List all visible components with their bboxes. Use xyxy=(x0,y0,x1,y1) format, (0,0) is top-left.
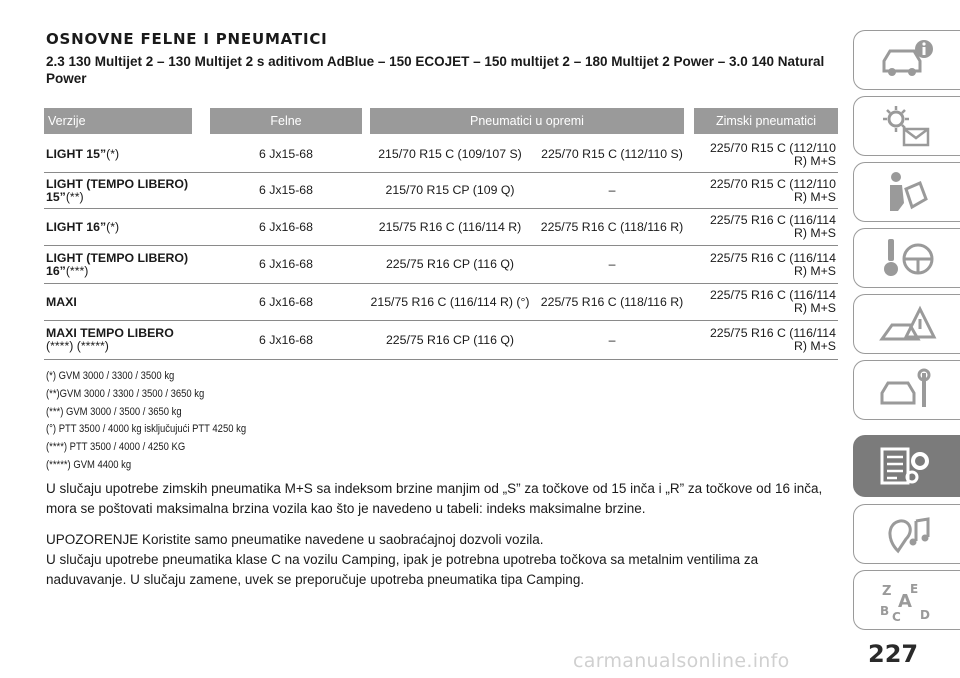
svg-text:A: A xyxy=(898,591,912,612)
winter-tyre-cell: 225/75 R16 C (116/114 R) M+S xyxy=(709,213,836,240)
tyre-cell: 215/75 R16 C (116/114 R) xyxy=(378,219,522,234)
tab-car-info[interactable] xyxy=(853,30,960,90)
dashboard-lights-icon xyxy=(876,103,938,149)
tyre-cell: 225/75 R16 CP (116 Q) xyxy=(385,332,515,347)
col-header-felne: Felne xyxy=(210,108,362,134)
footnote: (****) PTT 3500 / 4000 / 4250 KG xyxy=(46,441,186,454)
winter-tyre-cell: 225/70 R15 C (112/110 R) M+S xyxy=(709,140,836,168)
tyre-cell: 215/75 R16 C (116/114 R) (°) xyxy=(370,294,530,309)
table-row xyxy=(44,284,838,321)
footnote: (°) PTT 3500 / 4000 kg isključujući PTT 4250 kg xyxy=(46,423,247,436)
watermark: carmanualsonline.info xyxy=(573,650,790,672)
tab-maintenance[interactable] xyxy=(853,360,960,420)
tab-dashboard-lights[interactable] xyxy=(853,96,960,156)
rim-cell: 6 Jx16-68 xyxy=(258,219,313,234)
tab-multimedia[interactable] xyxy=(853,504,960,564)
tab-emergency[interactable] xyxy=(853,294,960,354)
multimedia-icon xyxy=(876,511,938,557)
footnote: (*****) GVM 4400 kg xyxy=(46,458,132,471)
tyre-alt-cell: 225/75 R16 C (118/116 R) xyxy=(540,294,684,309)
car-info-icon xyxy=(876,37,938,83)
rim-cell: 6 Jx16-68 xyxy=(258,332,313,347)
svg-text:D: D xyxy=(920,608,930,622)
tyre-alt-cell: – xyxy=(608,183,616,197)
index-abc-icon xyxy=(876,577,938,623)
footnotes xyxy=(46,368,246,475)
seat-airbag-icon xyxy=(876,169,938,215)
winter-tyre-cell: 225/70 R15 C (112/110 R) M+S xyxy=(709,176,836,204)
tyre-alt-cell: – xyxy=(608,257,616,271)
page-number: 227 xyxy=(868,640,919,668)
tyre-cell: 215/70 R15 C (109/107 S) xyxy=(378,147,522,161)
key-steering-icon xyxy=(876,235,938,281)
footnote: (*) GVM 3000 / 3300 / 3500 kg xyxy=(46,370,175,382)
tab-safety[interactable] xyxy=(853,162,960,222)
section-heading: OSNOVNE FELNE I PNEUMATICI xyxy=(46,30,328,48)
winter-tyre-paragraph: U slučaju upotrebe zimskih pneumatika M+S sa indeksom brzine manjim od „S” za točkove od 15 inča i „R” za točkove od 16 inča, mora se poštovati maksimalna brzina vozila kao što je navedeno u tabeli: indeks maksimalne brzine. xyxy=(46,481,823,516)
winter-tyre-cell: 225/75 R16 C (116/114 R) M+S xyxy=(709,250,836,278)
table-row xyxy=(44,246,838,284)
tyre-alt-cell: – xyxy=(608,332,616,347)
version-cell: LIGHT 16”(*) xyxy=(46,219,120,234)
tyre-cell: 225/75 R16 CP (116 Q) xyxy=(385,257,515,271)
rim-cell: 6 Jx15-68 xyxy=(258,183,313,197)
warning-paragraph: UPOZORENJE Koristite samo pneumatike navedene u saobraćajnoj dozvoli vozila. xyxy=(46,532,544,547)
svg-text:E: E xyxy=(910,582,919,596)
engine-subheading: 2.3 130 Multijet 2 – 130 Multijet 2 s aditivom AdBlue – 150 ECOJET – 150 multijet 2 – 180 Multijet 2 Power – 3.0 140 Natural Power xyxy=(46,54,825,86)
svg-text:Z: Z xyxy=(882,584,892,599)
version-cell: MAXI xyxy=(46,294,77,309)
rim-cell: 6 Jx15-68 xyxy=(258,147,313,161)
car-wrench-icon xyxy=(876,367,938,413)
winter-tyre-cell: 225/75 R16 C (116/114 R) M+S xyxy=(709,326,836,353)
tyre-cell: 215/70 R15 CP (109 Q) xyxy=(385,183,515,197)
table-row xyxy=(44,173,838,209)
warning-triangle-icon xyxy=(876,301,938,347)
tab-specs[interactable] xyxy=(853,435,960,497)
footnote: (**)GVM 3000 / 3300 / 3500 / 3650 kg xyxy=(46,387,205,400)
tab-start-drive[interactable] xyxy=(853,228,960,288)
camping-paragraph: U slučaju upotrebe pneumatika klase C na vozilu Camping, ipak je potrebna upotreba točkova sa metalnim ventilima za naduvavanje. U slučaju zamene, uvek se preporučuje upotreba pneumatika tipa Camping. xyxy=(46,552,759,587)
col-header-zimski: Zimski pneumatici xyxy=(694,108,838,134)
table-row xyxy=(44,321,838,360)
tyre-alt-cell: 225/70 R15 C (112/110 S) xyxy=(541,147,683,161)
version-cell: LIGHT (TEMPO LIBERO) 15”(**) xyxy=(46,176,189,204)
col-header-pneumatici: Pneumatici u opremi xyxy=(370,108,684,134)
rim-cell: 6 Jx16-68 xyxy=(258,257,313,271)
tab-index[interactable] xyxy=(853,570,960,630)
table-row xyxy=(44,209,838,246)
version-cell: LIGHT (TEMPO LIBERO) 16”(***) xyxy=(46,250,189,278)
tyre-alt-cell: 225/75 R16 C (118/116 R) xyxy=(540,219,684,234)
col-header-verzije: Verzije xyxy=(44,108,192,134)
table-row xyxy=(44,137,838,173)
table-header xyxy=(44,108,838,134)
winter-tyre-cell: 225/75 R16 C (116/114 R) M+S xyxy=(709,288,836,315)
version-cell: MAXI TEMPO LIBERO (****) (*****) xyxy=(46,326,174,353)
svg-text:C: C xyxy=(892,610,901,623)
footnote: (***) GVM 3000 / 3500 / 3650 kg xyxy=(46,405,182,418)
specs-gear-icon xyxy=(876,443,938,489)
version-cell: LIGHT 15”(*) xyxy=(46,147,120,161)
rim-cell: 6 Jx16-68 xyxy=(258,294,313,309)
svg-text:B: B xyxy=(880,604,890,618)
